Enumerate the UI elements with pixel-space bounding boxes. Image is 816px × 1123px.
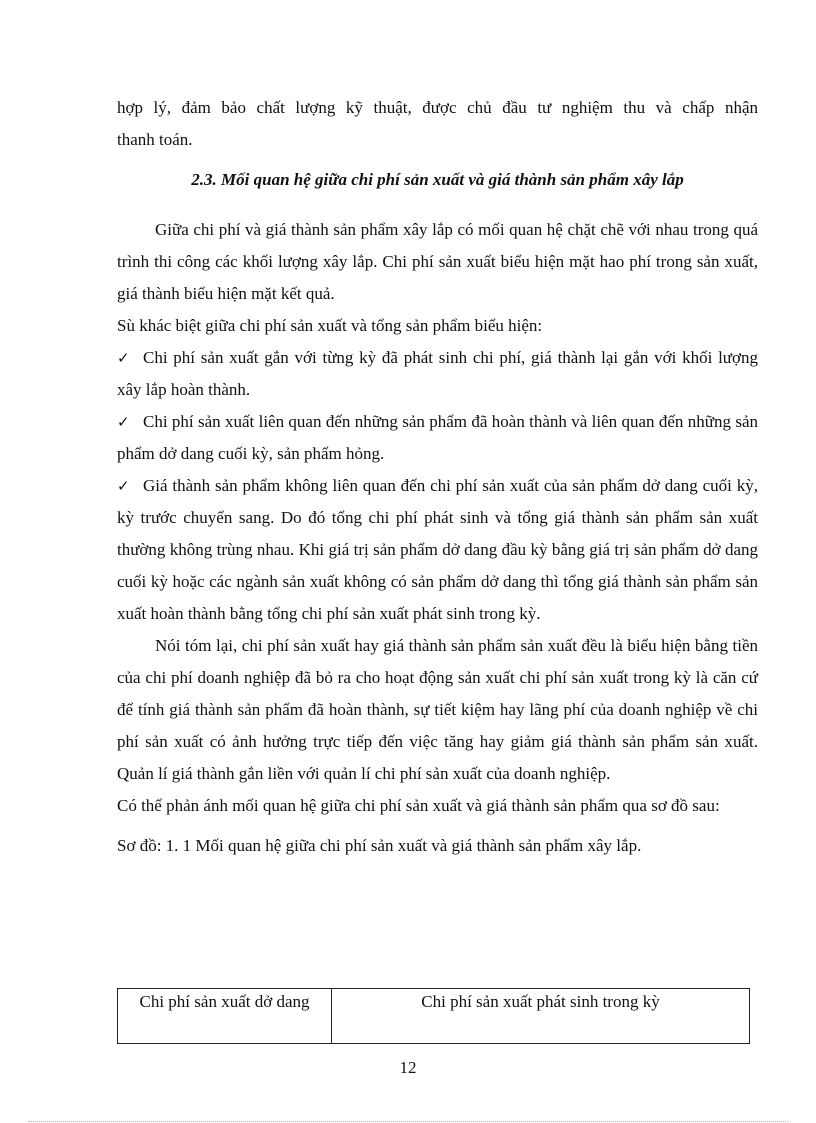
diagram-caption: Sơ đồ: 1. 1 Mối quan hệ giữa chi phí sản xuất và giá thành sản phẩm xây lắp. [117,836,642,855]
bullet-text-2: Chi phí sản xuất liên quan đến những sản phẩm đã hoàn thành và liên quan đến những sản phẩm dở dang cuối kỳ, sản phẩm hỏng. [117,412,758,463]
cost-diagram-box [117,988,750,1044]
bullet-item-1 [117,342,758,406]
bullet-text-3: Giá thành sản phẩm không liên quan đến chi phí sản xuất của sản phẩm dở dang cuối kỳ, kỳ trước chuyển sang. Do đó tổng chi phí phát sinh và tổng giá thành sản phẩm sản xuất thường không trùng nhau. Khi giá trị sản phẩm dở dang đầu kỳ bằng giá trị sản phẩm dở dang cuối kỳ hoặc các ngành sản xuất không có sản phẩm dở dang thì tổng giá thành sản phẩm sản xuất hoàn thành bằng tổng chi phí sản xuất phát sinh trong kỳ. [117,476,758,623]
paragraph-diagram-intro: Có thể phản ánh mối quan hệ giữa chi phí sản xuất và giá thành sản phẩm qua sơ đồ sau: [117,796,720,815]
paragraph-summary: Nói tóm lại, chi phí sản xuất hay giá thành sản phẩm sản xuất đều là biểu hiện bằng tiền của chi phí doanh nghiệp đã bỏ ra cho hoạt động sản xuất chi phí sản xuất trong kỳ là căn cứ để tính giá thành sản phẩm đã hoàn thành, sự tiết kiệm hay lãng phí của doanh nghiệp về chi phí sản xuất có ảnh hưởng trực tiếp đến việc tăng hay giảm giá thành sản phẩm sản xuất. Quản lí giá thành gắn liền với quản lí chi phí sản xuất của doanh nghiệp. [117,636,758,783]
bullet-item-3 [117,470,758,630]
check-mark-icon: ✓ [117,413,130,431]
paragraph-difference-intro: Sù khác biệt giữa chi phí sản xuất và tổng sản phẩm biểu hiện: [117,316,543,335]
page-number: 12 [399,1058,417,1077]
diagram-cell-wip-cost: Chi phí sản xuất dở dang [118,989,332,1043]
section-heading: 2.3. Mối quan hệ giữa chi phí sản xuất và giá thành sản phẩm xây lắp [191,170,684,189]
paragraph-relationship: Giữa chi phí và giá thành sản phẩm xây lắp có mối quan hệ chặt chẽ với nhau trong quá trình thi công các khối lượng xây lắp. Chi phí sản xuất biểu hiện mặt hao phí trong sản xuất, giá thành biểu hiện mặt kết quả. [117,220,758,303]
check-mark-icon: ✓ [117,477,130,495]
paragraph-continuation-line2: thanh toán. [117,130,193,149]
check-mark-icon: ✓ [117,349,130,367]
paragraph-continuation-line1: hợp lý, đảm bảo chất lượng kỹ thuật, được chủ đầu tư nghiệm thu và chấp nhận [117,98,758,117]
page-bottom-divider [28,1121,788,1122]
diagram-cell-period-cost: Chi phí sản xuất phát sinh trong kỳ [421,992,660,1011]
bullet-text-1: Chi phí sản xuất gắn với từng kỳ đã phát sinh chi phí, giá thành lại gắn với khối lượng xây lắp hoàn thành. [117,348,758,399]
page-content [117,92,758,862]
bullet-item-2 [117,406,758,470]
